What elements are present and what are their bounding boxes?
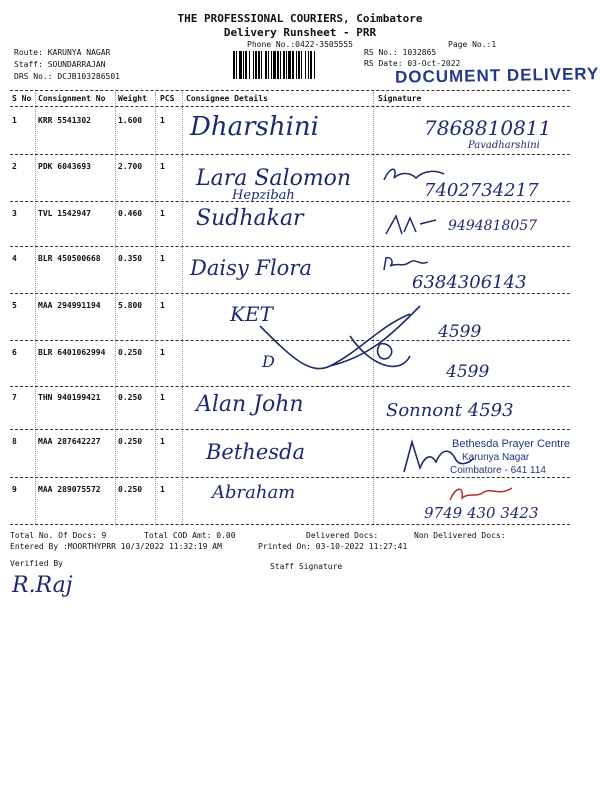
col-signature: Signature xyxy=(378,94,422,103)
barcode-bar xyxy=(286,51,287,79)
staff-label: Staff: SOUNDARRAJAN xyxy=(14,60,106,69)
receiver-signature-scribble xyxy=(380,254,440,274)
barcode-bar xyxy=(233,51,235,79)
phone-number: Phone No.:0422-3505555 xyxy=(247,40,353,49)
barcode-bar xyxy=(253,51,254,79)
row-sno: 4 xyxy=(12,254,17,263)
column-line xyxy=(182,92,183,524)
row-consignment: BLR 6401062994 xyxy=(38,348,106,357)
row-sno: 1 xyxy=(12,116,17,125)
barcode-bar xyxy=(268,51,269,79)
receiver-signature-scribble xyxy=(446,482,516,504)
barcode-bar xyxy=(277,51,279,79)
receiver-phone: 9749 430 3423 xyxy=(424,504,539,522)
row-consignment: TVL 1542947 xyxy=(38,209,91,218)
barcode-bar xyxy=(265,51,267,79)
row-weight: 0.250 xyxy=(118,485,143,494)
barcode-bar xyxy=(301,51,302,79)
rs-date: RS Date: 03-Oct-2022 xyxy=(364,59,461,68)
barcode-bar xyxy=(298,51,300,79)
barcode-bar xyxy=(255,51,257,79)
document-title: Delivery Runsheet - PRR xyxy=(223,26,377,39)
consignee-name: Alan John xyxy=(196,392,304,417)
barcode-bar xyxy=(273,51,276,79)
col-consignment: Consignment No xyxy=(38,94,106,103)
barcode-bar xyxy=(283,51,285,79)
page-number: Page No.:1 xyxy=(448,40,497,49)
row-divider xyxy=(10,293,570,294)
row-consignment: PDK 6043693 xyxy=(38,162,91,171)
receiver-code: 4599 xyxy=(438,322,482,342)
row-weight: 0.460 xyxy=(118,209,143,218)
row-divider xyxy=(10,201,570,202)
row-weight: 5.800 xyxy=(118,301,143,310)
non-delivered-docs: Non Delivered Docs: xyxy=(414,531,506,540)
row-pcs: 1 xyxy=(160,485,165,494)
consignee-name: Sudhakar xyxy=(196,206,304,231)
receiver-signature-scribble xyxy=(382,210,442,240)
barcode-bar xyxy=(245,51,247,79)
receiver-signature: Sonnont 4593 xyxy=(386,400,514,421)
barcode-bar xyxy=(261,51,262,79)
receiver-signature: Pavadharshini xyxy=(468,140,540,151)
row-sno: 2 xyxy=(12,162,17,171)
row-sno: 8 xyxy=(12,437,17,446)
stamp-line3: Coimbatore - 641 114 xyxy=(450,465,546,476)
drs-number: DRS No.: DCJB103286501 xyxy=(14,72,120,81)
entered-by: Entered By :MOORTHYPRR 10/3/2022 11:32:19 AM xyxy=(10,542,222,551)
row-consignment: KRR 5541302 xyxy=(38,116,91,125)
row-pcs: 1 xyxy=(160,393,165,402)
total-cod: Total COD Amt: 0.00 xyxy=(144,531,236,540)
document-delivery-stamp: DOCUMENT DELIVERY xyxy=(394,64,600,87)
column-line xyxy=(115,92,116,524)
row-pcs: 1 xyxy=(160,116,165,125)
row-pcs: 1 xyxy=(160,301,165,310)
consignee-name-extra: Hepzibah xyxy=(232,188,295,203)
col-pcs: PCS xyxy=(160,94,175,103)
barcode-bar xyxy=(236,51,237,79)
consignee-name: Abraham xyxy=(212,482,296,503)
row-divider xyxy=(10,477,570,478)
barcode-bar xyxy=(271,51,272,79)
col-consignee: Consignee Details xyxy=(186,94,268,103)
row-divider xyxy=(10,386,570,387)
row-sno: 5 xyxy=(12,301,17,310)
barcode-bar xyxy=(288,51,291,79)
receiver-phone: 6384306143 xyxy=(412,272,527,293)
barcode-bar xyxy=(258,51,260,79)
row-pcs: 1 xyxy=(160,348,165,357)
row-consignment: MAA 294991194 xyxy=(38,301,101,310)
route-label: Route: KARUNYA NAGAR xyxy=(14,48,111,57)
total-docs: Total No. Of Docs: 9 xyxy=(10,531,107,540)
printed-on: Printed On: 03-10-2022 11:27:41 xyxy=(258,542,408,551)
receiver-code: 4599 xyxy=(446,362,490,382)
barcode-bar xyxy=(239,51,242,79)
row-sno: 3 xyxy=(12,209,17,218)
barcode-bar xyxy=(310,51,312,79)
barcode-bar xyxy=(243,51,244,79)
company-title: THE PROFESSIONAL COURIERS, Coimbatore xyxy=(177,12,423,25)
row-pcs: 1 xyxy=(160,162,165,171)
col-weight: Weight xyxy=(118,94,147,103)
verifier-signature: R.Raj xyxy=(12,573,73,598)
receiver-phone: 9494818057 xyxy=(448,218,538,234)
row-divider xyxy=(10,246,570,247)
consignee-name: Lara Salomon xyxy=(196,166,352,191)
row-sno: 6 xyxy=(12,348,17,357)
barcode-bar xyxy=(314,51,315,79)
row-pcs: 1 xyxy=(160,254,165,263)
row-sno: 9 xyxy=(12,485,17,494)
column-line xyxy=(35,92,36,524)
barcode-bar xyxy=(292,51,294,79)
divider xyxy=(10,106,570,107)
verified-by-label: Verified By xyxy=(10,559,63,568)
row-weight: 0.250 xyxy=(118,437,143,446)
row-consignment: MAA 289075572 xyxy=(38,485,101,494)
row-weight: 1.600 xyxy=(118,116,143,125)
rs-number: RS No.: 1032865 xyxy=(364,48,437,57)
barcode-image xyxy=(232,51,356,79)
stamp-line1: Bethesda Prayer Centre xyxy=(452,438,571,450)
divider xyxy=(10,90,570,91)
divider xyxy=(10,524,570,525)
barcode-bar xyxy=(308,51,309,79)
consignee-name: Dharshini xyxy=(190,112,319,142)
row-pcs: 1 xyxy=(160,437,165,446)
row-sno: 7 xyxy=(12,393,17,402)
barcode-bar xyxy=(296,51,297,79)
row-consignment: BLR 450500668 xyxy=(38,254,101,263)
row-consignment: THN 940199421 xyxy=(38,393,101,402)
receiver-phone: 7868810811 xyxy=(424,116,552,140)
row-pcs: 1 xyxy=(160,209,165,218)
row-divider xyxy=(10,429,570,430)
col-sno: S No xyxy=(12,94,32,103)
column-line xyxy=(155,92,156,524)
consignee-name: Daisy Flora xyxy=(190,256,312,280)
consignee-name: D xyxy=(262,352,275,371)
receiver-signature-scribble xyxy=(230,296,430,386)
barcode-bar xyxy=(305,51,306,79)
delivered-docs: Delivered Docs: xyxy=(306,531,379,540)
barcode-bar xyxy=(249,51,250,79)
row-consignment: MAA 287642227 xyxy=(38,437,101,446)
row-weight: 2.700 xyxy=(118,162,143,171)
row-weight: 0.250 xyxy=(118,393,143,402)
consignee-name: KET xyxy=(230,302,273,326)
row-weight: 0.250 xyxy=(118,348,143,357)
consignee-name: Bethesda xyxy=(206,440,305,464)
receiver-phone: 7402734217 xyxy=(424,180,539,201)
barcode-bar xyxy=(280,51,281,79)
stamp-line2: Karunya Nagar xyxy=(462,452,530,463)
row-divider xyxy=(10,154,570,155)
staff-signature-label: Staff Signature xyxy=(270,562,343,571)
row-weight: 0.350 xyxy=(118,254,143,263)
